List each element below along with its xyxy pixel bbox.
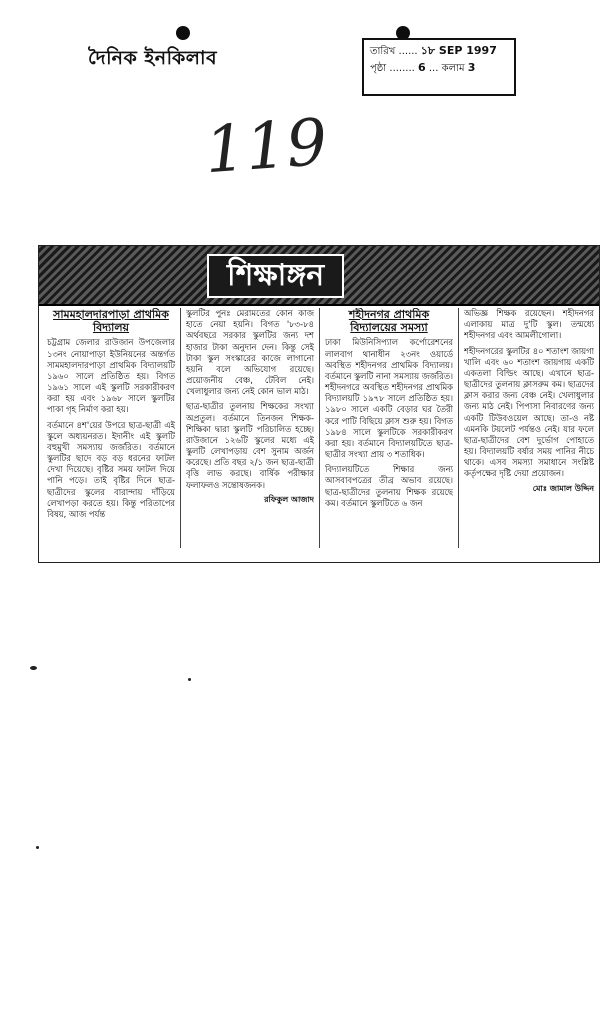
date-value: ১৮ SEP 1997 bbox=[420, 44, 497, 57]
section-banner bbox=[39, 246, 599, 306]
date-label: তারিখ bbox=[370, 46, 396, 57]
article-2-paragraph: বিদ্যালয়টিতে শিক্ষার জন্য আসবাবপত্রের তীব্র অভাব রয়েছে। ছাত্র-ছাত্রীদের তুলনায় শিক্ষক রয়েছে কম। বর্তমানে স্কুলটিতে ৬ জন bbox=[325, 464, 453, 508]
article-2-title: শহীদনগর প্রাথমিক বিদ্যালয়ের সমস্যা bbox=[348, 308, 430, 335]
punch-hole-left bbox=[176, 26, 190, 40]
article-2-column bbox=[325, 308, 453, 558]
date-row: তারিখ ...... ১৮ SEP 1997 bbox=[370, 44, 497, 57]
scan-speck bbox=[188, 678, 191, 681]
column-rule bbox=[319, 308, 320, 548]
handwritten-number: 119 bbox=[202, 105, 330, 189]
column-rule bbox=[180, 308, 181, 548]
article-3-byline: মোঃ জামাল উদ্দিন bbox=[532, 483, 594, 493]
article-2-paragraph: ঢাকা মিউনিসিপ্যাল কর্পোরেশনের লালবাগ থানাধীন ২৩নং ওয়ার্ডে অবস্থিত শহীদনগর প্রাথমিক বিদ্যালয়। বর্তমানে স্কুলটি নানা সমস্যায় জর্জরিত। শহীদনগরে অবস্থিত শহীদনগর প্রাথমিক বিদ্যালয়টি ১৯৭৮ সালে প্রতিষ্ঠিত হয়। ১৯৮০ সালে একটি বেড়ার ঘর তৈরী করে পাটি বিছিয়ে ক্লাস শুরু হয়। বিগত ১৯৮৪ সালে স্কুলটিকে সরকারীকরণ করা হয়। বর্তমানে বিদ্যালয়টিতে ছাত্র-ছাত্রীর সংখ্যা প্রায় ৩ শতাধিক। bbox=[325, 337, 453, 460]
article-1-title: সামমহালদারপাড়া প্রাথমিক বিদ্যালয় bbox=[53, 308, 169, 335]
article-1-paragraph: চট্টগ্রাম জেলার রাউজান উপজেলার ১৩নং নোয়াপাড়া ইউনিয়নের অন্তর্গত সামমহালদারপাড়া প্রাথমিক বিদ্যালয়টি ১৯৬০ সালে প্রতিষ্ঠিত হয়। বিগত ১৯৬১ সালে এই স্কুলটি সরকারীকরণ করা হয় এবং ১৯৬৮ সালে স্কুলটির পাকা গৃহ নির্মাণ করা হয়। bbox=[47, 337, 175, 415]
article-1-byline: রফিকুল আজাদ bbox=[264, 494, 314, 504]
article-3-column bbox=[464, 308, 594, 558]
article-1-paragraph: ছাত্র-ছাত্রীর তুলনায় শিক্ষকের সংখ্যা অপ্রতুল। বর্তমানে তিনজন শিক্ষক-শিক্ষিকা দ্বারা স্কুলটি পরিচালিত হচ্ছে। রাউজানে ১২৬টি স্কুলের মধ্যে এই স্কুলটি লেখাপড়ায় বেশ সুনাম অর্জন করেছে। প্রতি বছর ২/১ জন ছাত্র-ছাত্রী বৃত্তি লাভ করছে। বার্ষিক পরীক্ষার ফলাফলও সন্তোষজনক। bbox=[186, 401, 314, 490]
newspaper-name: দৈনিক ইনকিলাব bbox=[88, 47, 218, 69]
scan-speck bbox=[30, 666, 37, 670]
scan-speck bbox=[36, 846, 39, 849]
article-1-paragraph: স্কুলটির পুনঃ মেরামতের কোন কাজ হাতে নেয়া হয়নি। বিগত '৮৩-৮৪ অর্থবছরে সরকার স্কুলটির জন্য দশ হাজার টাকা অনুদান দেন। কিন্তু সেই টাকা স্কুল সংস্কারের কাজে লাগানো হয়নি বলে অভিযোগ রয়েছে। প্রয়োজনীয় বেঞ্চ, টেবিল নেই। খেলাধুলার জন্য নেই কোন ভাল মাঠ। bbox=[186, 308, 314, 397]
column-label: কলাম bbox=[441, 62, 465, 74]
article-3-paragraph: অভিজ্ঞ শিক্ষক রয়েছেন। শহীদনগর এলাকায় মাত্র দু'টি স্কুল। তন্মধ্যে শহীদনগর এবং আমলীগোলা। bbox=[464, 308, 594, 341]
article-1-column-a bbox=[47, 308, 175, 558]
page-label: পৃষ্ঠা bbox=[370, 62, 387, 74]
page-value: 6 bbox=[418, 60, 426, 74]
page-row: পৃষ্ঠা ........ 6 ... কলাম 3 bbox=[370, 60, 476, 74]
column-rule bbox=[458, 308, 459, 548]
article-3-paragraph: শহীদনগরের স্কুলটির ৪০ শতাংশ জায়গা খালি এবং ৬০ শতাংশ জায়গায় একটি একতলা বিল্ডিং আছে। এখানে ছাত্র-ছাত্রীদের তুলনায় ক্লাসরুম কম। ছাত্রদের ক্লাস করার জন্য বেঞ্চ নেই। খেলাধুলার জন্য মাঠ নেই। পিপাসা নিবারণের জন্য একটি টিউবওয়েল আছে। তা-ও নষ্ট এমনকি টয়লেট পর্যন্তও নেই। যার ফলে ছাত্র-ছাত্রীদের বেশ দুর্ভোগ পোহাতে হয়। বিদ্যালয়টি বর্ষার সময় পানির নীচে থাকে। এসব সমস্যা সমাধানে সংশ্লিষ্ট কর্তৃপক্ষের দৃষ্টি দেয়া প্রয়োজন। bbox=[464, 345, 594, 479]
article-1-paragraph: বর্তমানে ৪শ'য়ের উপরে ছাত্র-ছাত্রী এই স্কুলে অধ্যয়নরত। ইদানীং এই স্কুলটি বহুমুখী সমস্যায় জর্জরিত। বর্তমানে স্কুলটির ছাদে বড় বড় ধরনের ফাটল দেখা দিয়েছে। বৃষ্টির সময় ফাটল দিয়ে পানি পড়ে। তাই বৃষ্টির দিনে ছাত্র-ছাত্রীদের স্কুলের বারান্দায় দাঁড়িয়ে লেখাপড়া করতে হয়। কিন্তু পরিতাপের বিষয়, আজ পর্যন্ত bbox=[47, 419, 175, 519]
banner-title: শিক্ষাঙ্গন bbox=[207, 254, 344, 298]
article-1-column-b bbox=[186, 308, 314, 558]
column-value: 3 bbox=[467, 60, 476, 74]
date-stamp bbox=[362, 38, 516, 96]
newspaper-clipping bbox=[38, 245, 600, 563]
